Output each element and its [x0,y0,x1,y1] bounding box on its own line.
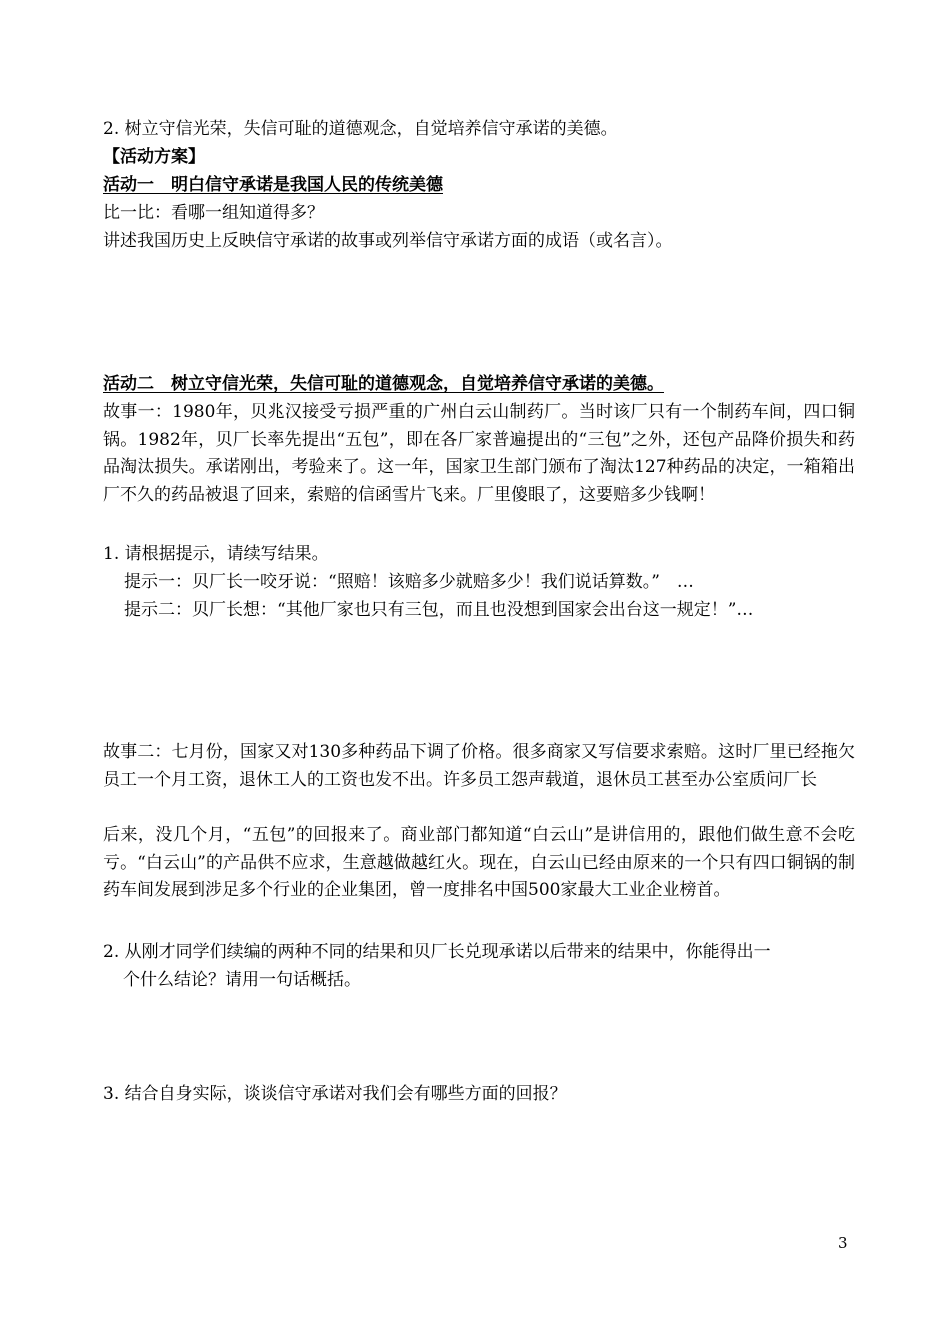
goal-2: 2. 树立守信光荣，失信可耻的道德观念，自觉培养信守承诺的美德。 [103,119,618,139]
hint-2: 提示二：贝厂长想：“其他厂家也只有三包，而且也没想到国家会出台这一规定！”… [124,600,754,620]
section-title: 【活动方案】 [103,147,205,167]
question-2-line1: 2. 从刚才同学们续编的两种不同的结果和贝厂长兑现承诺以后带来的结果中，你能得出一 [103,942,771,962]
story2-paragraph-b: 后来，没几个月，“五包”的回报来了。商业部门都知道“白云山”是讲信用的，跟他们做生意不会吃亏。“白云山”的产品供不应求，生意越做越红火。现在，白云山已经由原来的一个只有四口铜锅的制药车间发展到涉足多个行业的企业集团，曾一度排名中国500家最大工业企业榜首。 [103,825,855,900]
story2-paragraph-a: 故事二：七月份，国家又对130多种药品下调了价格。很多商家又写信要求索赔。这时厂里已经拖欠员工一个月工资，退休工人的工资也发不出。许多员工怨声载道，退休员工甚至办公室质问厂长 [103,742,855,790]
page-number: 3 [838,1234,848,1252]
question-3: 3. 结合自身实际，谈谈信守承诺对我们会有哪些方面的回报？ [103,1084,567,1104]
story1-paragraph: 故事一：1980年，贝兆汉接受亏损严重的广州白云山制药厂。当时该厂只有一个制药车间，四口铜锅。1982年，贝厂长率先提出“五包”，即在各厂家普遍提出的“三包”之外，还包产品降价损失和药品淘汰损失。承诺刚出，考验来了。这一年，国家卫生部门颁布了淘汰127种药品的决定，一箱箱出厂不久的药品被退了回来，索赔的信函雪片飞来。厂里傻眼了，这要赔多少钱啊！ [103,402,855,505]
question-1: 1. 请根据提示，请续写结果。 [103,544,329,564]
question-2 [103,939,855,994]
activity2-title: 活动二 树立守信光荣，失信可耻的道德观念，自觉培养信守承诺的美德。 [103,374,664,394]
activity1-line1: 比一比：看哪一组知道得多？ [103,203,324,223]
hint-1: 提示一：贝厂长一咬牙说：“照赔！该赔多少就赔多少！我们说话算数。” … [124,572,694,592]
activity1-line2: 讲述我国历史上反映信守承诺的故事或列举信守承诺方面的成语（或名言）。 [103,231,673,251]
question-2-line2: 个什么结论？请用一句话概括。 [123,969,361,990]
activity1-title: 活动一 明白信守承诺是我国人民的传统美德 [103,175,443,195]
